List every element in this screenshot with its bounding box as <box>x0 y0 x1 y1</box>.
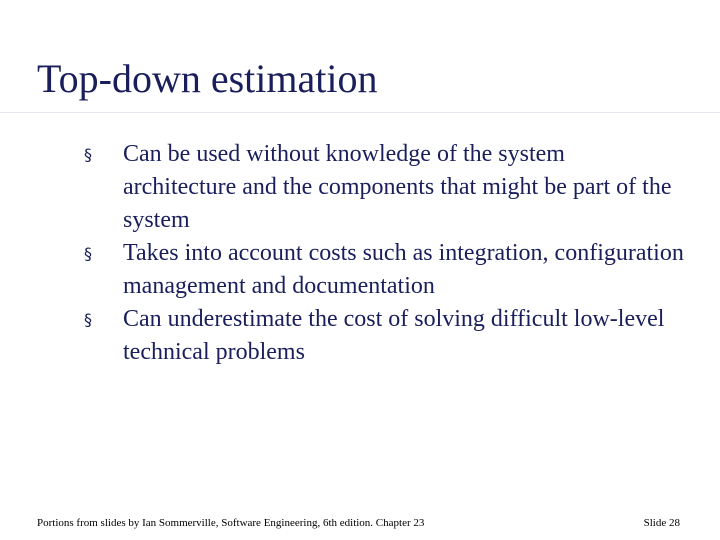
footer-source: Portions from slides by Ian Sommerville, Software Engineering, 6th edition. Chapter 23 <box>37 517 425 529</box>
bullet-item <box>84 303 684 369</box>
title-divider <box>0 112 720 113</box>
bullet-item <box>84 237 684 303</box>
bullet-icon: § <box>84 310 92 329</box>
bullet-text: Can be used without knowledge of the system architecture and the components that might be part of the system <box>123 141 672 233</box>
slide-number: Slide 28 <box>643 517 680 529</box>
bullet-item <box>84 138 684 237</box>
slide-title: Top-down estimation <box>37 56 378 101</box>
bullet-text: Takes into account costs such as integration, configuration management and documentation <box>123 240 684 299</box>
bullet-icon: § <box>84 244 92 263</box>
bullet-icon: § <box>84 145 92 164</box>
bullet-text: Can underestimate the cost of solving difficult low-level technical problems <box>123 306 665 365</box>
bullet-list <box>84 138 684 369</box>
